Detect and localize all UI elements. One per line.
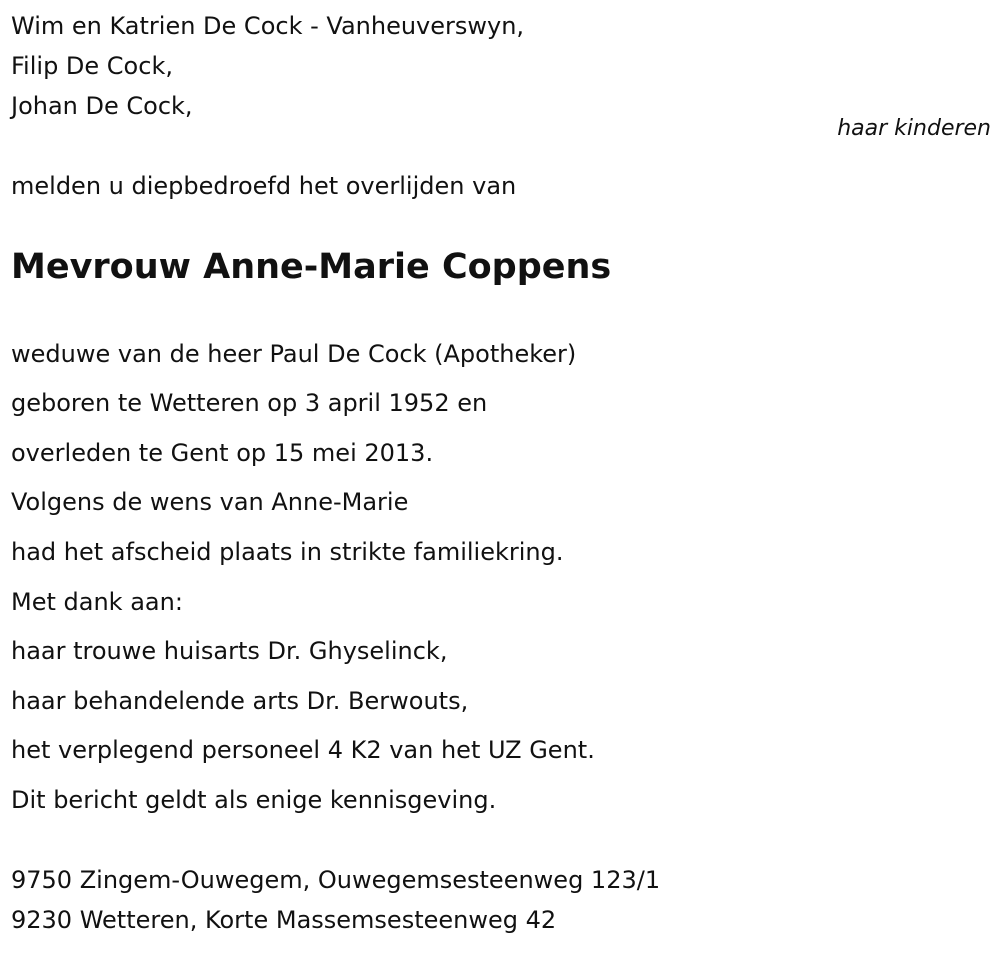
family-member-1: Wim en Katrien De Cock - Vanheuverswyn, [11, 12, 525, 40]
body-line: had het afscheid plaats in strikte familiekring. [11, 538, 564, 566]
body-line: geboren te Wetteren op 3 april 1952 en [11, 389, 488, 417]
announcement-text: melden u diepbedroefd het overlijden van [11, 172, 517, 200]
family-member-2: Filip De Cock, [11, 52, 173, 80]
address-line: 9750 Zingem-Ouwegem, Ouwegemsesteenweg 123/1 [11, 866, 661, 894]
body-line: Met dank aan: [11, 588, 183, 616]
body-line: Dit bericht geldt als enige kennisgeving. [11, 786, 497, 814]
body-line: weduwe van de heer Paul De Cock (Apotheker) [11, 340, 577, 368]
address-line: 9230 Wetteren, Korte Massemsesteenweg 42 [11, 906, 557, 934]
body-line: Volgens de wens van Anne-Marie [11, 488, 409, 516]
body-line: haar behandelende arts Dr. Berwouts, [11, 687, 469, 715]
body-line: overleden te Gent op 15 mei 2013. [11, 439, 434, 467]
family-member-3: Johan De Cock, [11, 92, 193, 120]
body-line: het verplegend personeel 4 K2 van het UZ Gent. [11, 736, 595, 764]
family-relation: haar kinderen [837, 116, 991, 141]
deceased-name: Mevrouw Anne-Marie Coppens [11, 247, 612, 287]
body-line: haar trouwe huisarts Dr. Ghyselinck, [11, 637, 448, 665]
